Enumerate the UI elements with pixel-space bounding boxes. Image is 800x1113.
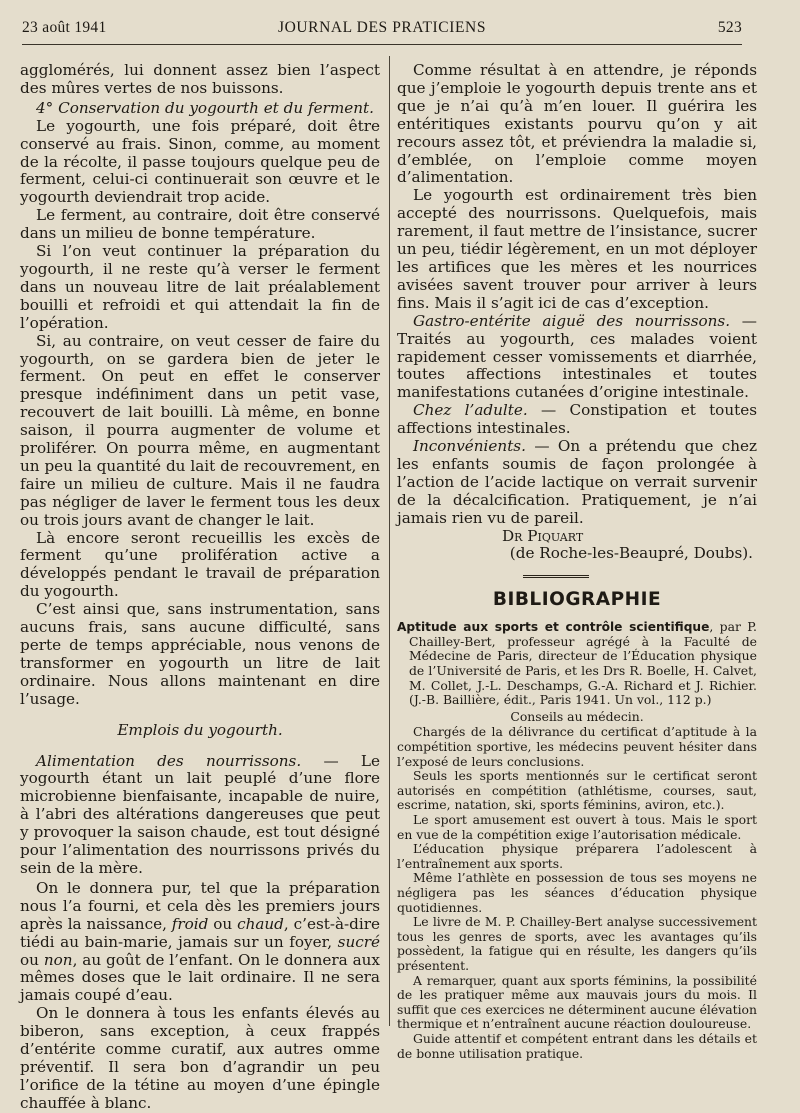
paragraph-text: — On a prétendu que chez les enfants soumis de façon prolongée à l’action de l’acide lactique on verrait survenir de la décalcification. Pratiquement, je n’ai jamais rien vu de pareil. [397,437,757,527]
emphasis: froid [171,914,209,933]
bibliography-paragraph: Seuls les sports mentionnés sur le certificat seront autorisés en compétition (athlétisme, courses, saut, escrime, natation, ski, sports féminins, aviron, etc.). [397,768,757,813]
paragraph-text: — Constipation et toutes affections intestinales. [397,401,757,438]
paragraph: Si l’on veut continuer la préparation du yogourth, il ne reste qu’à verser le ferment dans un nouveau litre de lait préalablement bouilli et refroidi et qui attendait la fin de l’opération. [20,242,380,332]
paragraph-text: — Le yogourth étant un lait peuplé d’une flore microbienne bienfaisante, incapable de nuire, à l’abri des altérations dangereuses que peut y provoquer la saison chaude, est tout désigné pour l’alimentation des nourrissons privés du sein de la mère. [20,751,381,877]
emphasis: sucré [337,932,380,951]
paragraph-text: , c’est-à-dire tiédi au bain-marie, jamais sur un foyer, [20,914,380,951]
signature-name [397,528,757,546]
signature-place: (de Roche-les-Beaupré, Doubs). [509,544,753,563]
section-separator [523,575,589,578]
paragraph: Si, au contraire, on veut cesser de faire du yogourth, on se gardera bien de jeter le ferment. On peut en effet le conserver presque indéfiniment dans un petit vase, recouvert de lait bouilli. Là même, en bonne saison, il pourra augmenter de volume et proliférer. On pourra même, en augmentant un peu la quantité du lait de recouvrement, en faire un milieu de culture. Mais il ne faudra pas négliger de laver le ferment tous les deux ou trois jours avant de changer le lait. [20,331,380,529]
left-column [20,62,380,1113]
section-title-text: 4° Conservation du yogourth et du ferment. [36,98,374,117]
paragraph-label: Gastro-entérite aiguë des nourrissons. [413,311,731,330]
book-reference [397,620,757,708]
bibliography-heading: BIBLIOGRAPHIE [492,589,662,611]
header-date: 23 août 1941 [22,19,107,36]
paragraph [397,313,757,403]
bibliography-paragraph: A remarquer, quant aux sports féminins, la possibilité de les pratiquer même aux mauvais jours du mois. Il suffit que ces exercices ne déterminent aucune élévation thermique et n’entraînent aucune réaction douloureuse. [397,972,757,1032]
section-title [20,100,380,118]
paragraph: Comme résultat à en attendre, je réponds que j’emploie le yogourth depuis trente ans et que je n’ai qu’à m’en louer. Il guérira les entéritiques existants pourvu qu’on y ait recours assez tôt, et préviendra la maladie si, d’emblée, on l’emploie comme moyen d’alimentation. [397,61,757,187]
header-journal-title: JOURNAL DES PRATICIENS [277,19,487,36]
paragraph-text: ou [208,914,238,933]
paragraph-label: Chez l’adulte. [413,401,528,420]
right-column [397,62,757,1061]
paragraph: Là encore seront recueillis les excès de ferment qu’une prolifération active a développés pendant le travail de préparation du yogourth. [20,528,380,601]
emphasis: chaud [237,914,284,933]
paragraph: Le yogourth est ordinairement très bien accepté des nourrissons. Quelquefois, mais rarement, il faut mettre de l’insistance, sucrer un peu, tiédir légèrement, en un mot déployer les artifices que les mères et les nourrices avisées savent trouver pour arriver à leurs fins. Mais il s’agit ici de cas d’exception. [397,186,757,312]
book-title: Aptitude aux sports et contrôle scientifique [397,620,710,635]
paragraph: agglomérés, lui donnent assez bien l’aspect des mûres vertes de nos buissons. [20,61,380,97]
paragraph-text: , au goût de l’enfant. On le donnera aux mêmes doses que le lait ordinaire. Il ne sera jamais coupé d’eau. [20,950,380,1005]
bibliography-paragraph: Chargés de la délivrance du certificat d’aptitude à la compétition sportive, les médecins peuvent hésiter dans l’exposé de leurs conclusions. [397,724,757,769]
paragraph-label: Inconvénients. [413,437,526,456]
emphasis: non [43,950,73,969]
bibliography-paragraph: L’éducation physique préparera l’adolescent à l’entraînement aux sports. [397,841,757,871]
bibliography-paragraph: Le sport amusement est ouvert à tous. Mais le sport en vue de la compétition exige l’autorisation médicale. [397,812,757,842]
paragraph [20,753,380,878]
paragraph-label: Alimentation des nourrissons. [36,751,302,770]
bibliography-paragraph: Guide attentif et compétent entrant dans les détails et de bonne utilisation pratique. [397,1030,757,1061]
paragraph: On le donnera à tous les enfants élevés au biberon, sans exception, à ceux frappés d’entérite comme curatif, aux autres omme préventif. Il sera bon d’agrandir un peu l’orifice de la tétine au moyen d’une épingle chauffée à blanc. [20,1004,380,1112]
bibliography-section [397,620,757,1061]
bibliography-subheading: Conseils au médecin. [510,708,644,724]
paragraph-text: On le donnera pur, tel que la préparation nous l’a fourni, et cela dès les premiers jours après la naissance, [20,878,380,933]
paragraph [397,402,757,438]
paragraph-text: ou [20,950,44,969]
bibliography-paragraph: Le livre de M. P. Chailley-Bert analyse successivement tous les genres de sports, avec les avantages qu’ils possèdent, la fatigue qui en résulte, les dangers qu’ils présentent. [397,914,757,973]
column-divider [389,56,390,1026]
paragraph-text: — Traités au yogourth, ces malades voient rapidement cesser vomissements et diarrhée, toutes affections intestinales et toutes manifestations cutanées d’origine intestinale. [397,311,757,402]
page-header [22,16,742,45]
paragraph [20,880,380,1005]
uses-heading: Emplois du yogourth. [117,720,283,739]
paragraph: Le yogourth, une fois préparé, doit être conservé au frais. Sinon, comme, au moment de la récolte, il passe toujours quelque peu de ferment, celui-ci continuerait son œuvre et le yogourth deviendrait trop acide. [20,116,380,207]
paragraph: Le ferment, au contraire, doit être conservé dans un milieu de bonne température. [20,206,380,243]
paragraph: C’est ainsi que, sans instrumentation, sans aucuns frais, sans aucune difficulté, sans perte de temps appréciable, nous venons de transformer en yogourth un litre de lait ordinaire. Nous allons maintenant en dire l’usage. [20,600,380,708]
bibliography-paragraph: Même l’athlète en possession de tous ses moyens ne négligera pas les séances d’éducation physique quotidiennes. [397,870,757,915]
header-page-number: 523 [717,19,742,36]
book-authors: , par P. Chailley-Bert, professeur agrégé à la Faculté de Médecine de Paris, directeur de l’Éducation physique de l’Université de Paris, et les Drs R. Boelle, H. Calvet, M. Collet, J.-L. Deschamps, G.-A. Richard et J. Richier. (J.-B. Baillière, édit., Paris 1941. Un vol., 112 p.) [409,619,757,708]
signature-name-text: Dr Piquart [502,526,584,545]
paragraph [397,438,757,528]
